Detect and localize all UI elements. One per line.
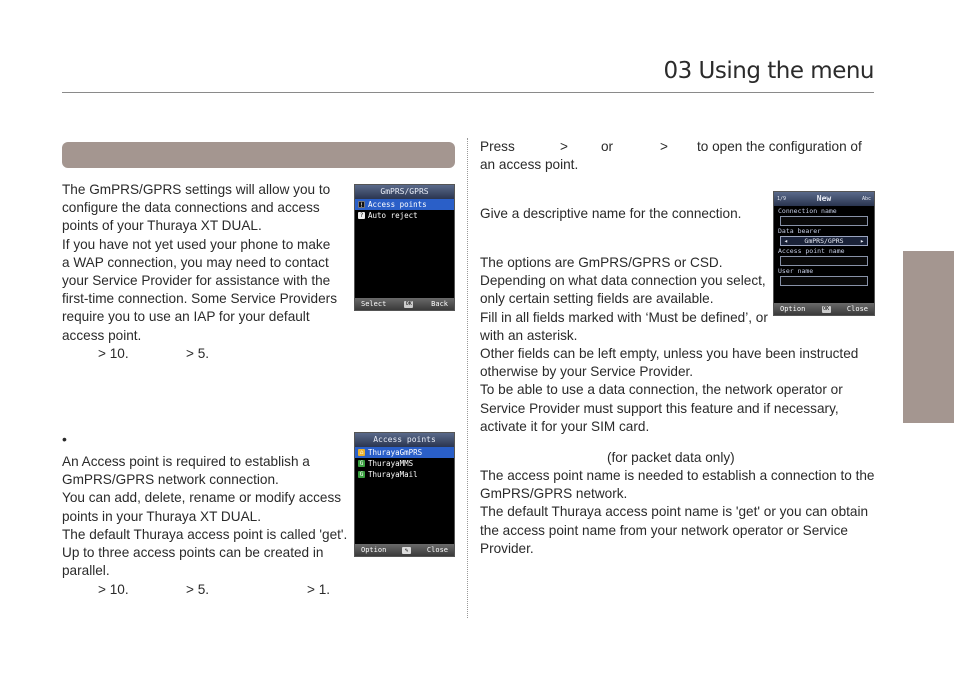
section-header-bar bbox=[62, 142, 455, 168]
access-point-paragraph bbox=[62, 453, 347, 580]
menu-path-number: > 1. bbox=[307, 582, 331, 597]
text-line: activate it for your SIM card. bbox=[480, 418, 650, 434]
menu-item-label: Access points bbox=[368, 200, 427, 209]
text-line: otherwise by your Service Provider. bbox=[480, 364, 694, 380]
text-line: with an asterisk. bbox=[480, 327, 578, 343]
title-divider bbox=[62, 92, 874, 93]
connection-name-field bbox=[780, 216, 868, 226]
text-line: The GmPRS/GPRS settings will allow you to bbox=[62, 182, 331, 197]
access-point-label: ThurayaGmPRS bbox=[368, 448, 423, 457]
access-point-label: ThurayaMMS bbox=[368, 459, 414, 468]
column-divider bbox=[467, 138, 468, 618]
screenshot-new-access-point bbox=[773, 191, 875, 316]
soft-key-bar bbox=[774, 303, 874, 315]
chapter-side-tab bbox=[903, 251, 954, 423]
press-word: Press bbox=[480, 139, 515, 154]
soft-key-left: Option bbox=[780, 305, 806, 313]
field-label: Data bearer bbox=[778, 227, 822, 235]
ok-key: OK bbox=[405, 300, 412, 307]
text-line: first-time connection. Some Service Providers bbox=[62, 291, 337, 307]
menu-item-auto-reject bbox=[355, 210, 454, 221]
press-gt: > bbox=[560, 139, 568, 154]
access-point-item bbox=[355, 469, 454, 480]
text-line: access point. bbox=[62, 327, 142, 343]
text-line: Fill in all fields marked with ‘Must be defined’, or bbox=[480, 309, 768, 325]
screen-title: Access points bbox=[355, 433, 454, 447]
access-point-label: ThurayaMail bbox=[368, 470, 418, 479]
user-name-field bbox=[780, 276, 868, 286]
text-line: your Service Provider for assistance with the bbox=[62, 273, 331, 289]
field-label: Connection name bbox=[778, 207, 837, 215]
text-line: The default Thuraya access point is called 'get'. bbox=[62, 526, 348, 542]
edit-icon: ✎ bbox=[402, 547, 411, 554]
text-line: If you have not yet used your phone to make bbox=[62, 236, 331, 252]
bearer-value: GmPRS/GPRS bbox=[804, 237, 844, 245]
connection-name-desc: Give a descriptive name for the connection. bbox=[480, 206, 742, 221]
soft-key-bar bbox=[355, 544, 454, 556]
screen-header bbox=[774, 192, 874, 206]
packet-data-note: (for packet data only) bbox=[607, 450, 735, 465]
g-icon: G bbox=[359, 460, 364, 467]
arrow-left-icon: ◂ bbox=[784, 237, 788, 245]
text-line: Provider. bbox=[480, 540, 534, 556]
menu-path-number: > 10. bbox=[98, 582, 129, 597]
data-bearer-select bbox=[780, 236, 868, 246]
access-point-item bbox=[355, 447, 454, 458]
text-line: points of your Thuraya XT DUAL. bbox=[62, 218, 262, 234]
screenshot-access-points bbox=[354, 432, 455, 557]
intro-paragraph bbox=[62, 181, 337, 345]
text-line: To be able to use a data connection, the network operator or bbox=[480, 382, 843, 398]
ok-key: OK bbox=[823, 305, 830, 312]
page-title: 03 Using the menu bbox=[663, 58, 874, 84]
text-line: the access point name from your network operator or Service bbox=[480, 522, 848, 538]
press-or: or bbox=[601, 139, 614, 154]
home-icon: ⌂ bbox=[359, 449, 364, 456]
press-line-2: an access point. bbox=[480, 157, 579, 172]
text-line: The access point name is needed to establish a connection to the bbox=[480, 468, 875, 483]
arrow-right-icon: ▸ bbox=[860, 237, 864, 245]
menu-path-number: > 10. bbox=[98, 346, 129, 361]
soft-key-left: Select bbox=[361, 300, 387, 308]
text-line: a WAP connection, you may need to contact bbox=[62, 254, 329, 270]
screen-title: GmPRS/GPRS bbox=[355, 185, 454, 199]
text-line: Up to three access points can be created in bbox=[62, 545, 324, 561]
screenshot-gprs-menu bbox=[354, 184, 455, 311]
apn-paragraph bbox=[480, 467, 874, 558]
menu-item-label: Auto reject bbox=[368, 211, 418, 220]
reject-icon: ? bbox=[359, 212, 364, 219]
text-line: An Access point is required to establish a bbox=[62, 454, 310, 469]
access-point-item bbox=[355, 458, 454, 469]
bullet: • bbox=[62, 431, 67, 447]
text-line: The options are GmPRS/GPRS or CSD. bbox=[480, 255, 723, 270]
soft-key-left: Option bbox=[361, 546, 387, 554]
g-icon: G bbox=[359, 471, 364, 478]
press-gt: > bbox=[660, 139, 668, 154]
status-counter: 1/9 bbox=[777, 196, 787, 202]
text-line: only certain setting fields are available. bbox=[480, 291, 714, 307]
text-line: You can add, delete, rename or modify access bbox=[62, 490, 342, 506]
access-point-name-field bbox=[780, 256, 868, 266]
text-line: GmPRS/GPRS network. bbox=[480, 486, 628, 502]
menu-path-number: > 5. bbox=[186, 582, 210, 597]
soft-key-bar bbox=[355, 298, 454, 310]
text-line: The default Thuraya access point name is 'get' or you can obtain bbox=[480, 504, 869, 520]
exclamation-icon: ! bbox=[359, 202, 364, 209]
menu-item-access-points bbox=[355, 199, 454, 210]
text-line: configure the data connections and access bbox=[62, 200, 320, 216]
press-rest: to open the configuration of bbox=[697, 139, 862, 154]
soft-key-right: Back bbox=[431, 300, 448, 308]
text-line: parallel. bbox=[62, 563, 110, 579]
menu-path-number: > 5. bbox=[186, 346, 210, 361]
text-line: Service Provider must support this feature and if necessary, bbox=[480, 400, 839, 416]
text-line: Depending on what data connection you select, bbox=[480, 273, 766, 289]
text-line: GmPRS/GPRS network connection. bbox=[62, 472, 279, 488]
text-line: require you to use an IAP for your default bbox=[62, 309, 310, 325]
text-line: points in your Thuraya XT DUAL. bbox=[62, 508, 261, 524]
input-mode: Abc bbox=[861, 196, 871, 202]
soft-key-right: Close bbox=[426, 546, 448, 554]
screen-title: New bbox=[816, 194, 832, 203]
soft-key-right: Close bbox=[846, 305, 868, 313]
text-line: Other fields can be left empty, unless you have been instructed bbox=[480, 346, 859, 362]
field-label: Access point name bbox=[778, 247, 845, 255]
field-label: User name bbox=[778, 267, 814, 275]
